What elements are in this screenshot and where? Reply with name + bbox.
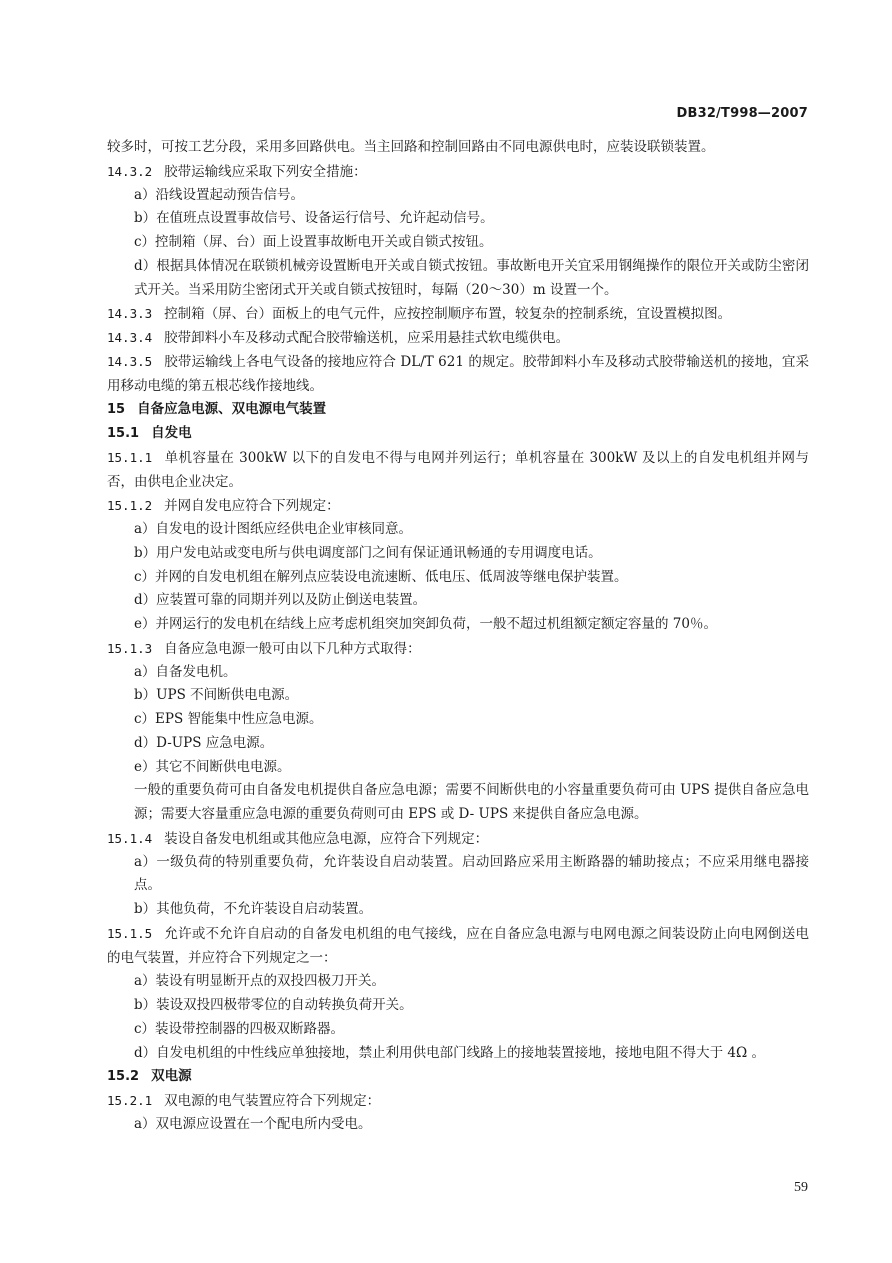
clause-text: a）双电源应设置在一个配电所内受电。 <box>134 1115 372 1132</box>
clause-number: 15.1.4 <box>107 830 153 846</box>
clause-text: 自发电 <box>151 425 192 441</box>
clause-text: b）在值班点设置事故信号、设备运行信号、允许起动信号。 <box>134 210 494 227</box>
list-item <box>107 732 809 756</box>
list-item <box>107 518 809 542</box>
clause-text: 单机容量在 300kW 以下的自发电不得与电网并列运行；单机容量在 300kW 及以上的自发电机组并网与否，由供电企业决定。 <box>107 449 809 490</box>
clause-text: 胶带卸料小车及移动式配合胶带输送机，应采用悬挂式软电缆供电。 <box>164 330 570 346</box>
clause-text: d）根据具体情况在联锁机械旁设置断电开关或自锁式按钮。事故断电开关宜采用钢绳操作的限位开关或防尘密闭式开关。当采用防尘密闭式开关或自锁式按钮时，每隔（20～30）m 设置一个。 <box>134 257 809 298</box>
list-item <box>107 779 809 827</box>
clause-number: 14.3.4 <box>107 330 153 345</box>
list-item <box>107 1113 809 1137</box>
clause-text: 胶带运输线应采取下列安全措施： <box>164 163 367 180</box>
clause-text: e）其它不间断供电电源。 <box>134 758 291 775</box>
clause-text: a）一级负荷的特别重要负荷，允许装设自启动装置。启动回路应采用主断路器的辅助接点；不应采用继电器接点。 <box>134 853 809 894</box>
clause-paragraph <box>107 827 809 851</box>
clause-text: 双电源 <box>151 1068 192 1085</box>
list-item <box>107 684 809 708</box>
list-item <box>107 1042 809 1066</box>
clause-text: 双电源的电气装置应符合下列规定： <box>164 1093 381 1109</box>
clause-text: 允许或不允许自启动的自备发电机组的电气接线，应在自备应急电源与电网电源之间装设防止向电网倒送电的电气装置，并应符合下列规定之一： <box>107 925 809 966</box>
clause-number: 14.3.2 <box>107 163 153 179</box>
clause-paragraph <box>107 1089 809 1113</box>
clause-text: 胶带运输线上各电气设备的接地应符合 DL/T 621 的规定。胶带卸料小车及移动式胶带输送机的接地，宜采用移动电缆的第五根芯线作接地线。 <box>107 353 809 394</box>
clause-paragraph <box>107 922 809 971</box>
clause-number: 15.1 <box>107 426 140 441</box>
clause-text: c）装设带控制器的四极双断路器。 <box>134 1020 345 1037</box>
list-item <box>107 1018 809 1042</box>
list-item <box>107 898 809 922</box>
list-item <box>107 255 809 303</box>
page-number: 59 <box>794 1180 808 1195</box>
clause-paragraph <box>107 326 809 350</box>
clause-text: a）沿线设置起动预告信号。 <box>134 186 305 203</box>
list-item <box>107 708 809 732</box>
clause-paragraph <box>107 446 809 495</box>
list-item <box>107 756 809 780</box>
list-item <box>107 994 809 1018</box>
clause-number: 15.2 <box>107 1069 140 1085</box>
list-item <box>107 589 809 613</box>
text-paragraph <box>107 136 809 160</box>
clause-text: c）并网的自发电机组在解列点应装设电流速断、低电压、低周波等继电保护装置。 <box>134 568 628 585</box>
clause-paragraph <box>107 350 809 399</box>
clause-text: 装设自备发电机组或其他应急电源，应符合下列规定： <box>164 830 489 847</box>
clause-number: 15.2.1 <box>107 1093 153 1108</box>
list-item <box>107 566 809 590</box>
list-item <box>107 970 809 994</box>
clause-number: 15.1.3 <box>107 640 153 656</box>
clause-paragraph <box>107 494 809 518</box>
clause-text: a）自备发电机。 <box>134 663 237 680</box>
list-item <box>107 542 809 566</box>
document-body <box>107 136 809 1137</box>
clause-text: d）D-UPS 应急电源。 <box>134 734 274 751</box>
section-heading <box>107 1065 809 1089</box>
list-item <box>107 231 809 255</box>
clause-number: 14.3.3 <box>107 306 153 322</box>
clause-text: c）EPS 智能集中性应急电源。 <box>134 711 323 727</box>
clause-text: b）UPS 不间断供电电源。 <box>134 687 299 704</box>
list-item <box>107 851 809 899</box>
clause-number: 15 <box>107 402 126 418</box>
clause-text: 较多时，可按工艺分段，采用多回路供电。当主回路和控制回路由不同电源供电时，应装设联锁装置。 <box>107 139 715 155</box>
clause-text: 一般的重要负荷可由自备发电机提供自备应急电源；需要不间断供电的小容量重要负荷可由 UPS 提供自备应急电源；需要大容量重应急电源的重要负荷则可由 EPS 或 D- UPS 来提供自备应急电源。 <box>134 782 809 822</box>
clause-text: a）自发电的设计图纸应经供电企业审核同意。 <box>134 521 413 537</box>
section-heading <box>107 422 809 446</box>
clause-paragraph <box>107 160 809 184</box>
clause-text: b）其他负荷，不允许装设自启动装置。 <box>134 901 373 917</box>
clause-number: 15.1.2 <box>107 498 153 514</box>
clause-number: 15.1.1 <box>107 449 153 465</box>
clause-text: a）装设有明显断开点的双投四极刀开关。 <box>134 973 386 990</box>
clause-text: d）应装置可靠的同期并列以及防止倒送电装置。 <box>134 592 427 609</box>
clause-text: c）控制箱（屏、台）面上设置事故断电开关或自锁式按钮。 <box>134 234 493 250</box>
clause-number: 15.1.5 <box>107 925 153 941</box>
clause-text: 控制箱（屏、台）面板上的电气元件，应按控制顺序布置，较复杂的控制系统，宜设置模拟图。 <box>164 306 732 323</box>
clause-text: e）并网运行的发电机在结线上应考虑机组突加突卸负荷，一般不超过机组额定额定容量的 70％。 <box>134 616 717 632</box>
clause-text: b）装设双投四极带零位的自动转换负荷开关。 <box>134 997 413 1013</box>
clause-text: d）自发电机组的中性线应单独接地，禁止利用供电部门线路上的接地装置接地，接地电阻不得大于 4Ω 。 <box>134 1044 766 1061</box>
list-item <box>107 184 809 208</box>
clause-text: 自备应急电源一般可由以下几种方式取得： <box>164 640 421 657</box>
clause-text: b）用户发电站或变电所与供电调度部门之间有保证通讯畅通的专用调度电话。 <box>134 544 602 561</box>
clause-number: 14.3.5 <box>107 353 153 369</box>
clause-paragraph <box>107 302 809 326</box>
section-heading <box>107 398 809 422</box>
document-code: DB32/T998—2007 <box>676 106 808 121</box>
list-item <box>107 613 809 637</box>
list-item <box>107 661 809 685</box>
clause-paragraph <box>107 637 809 661</box>
clause-text: 自备应急电源、双电源电气装置 <box>137 401 327 418</box>
clause-text: 并网自发电应符合下列规定： <box>164 498 340 515</box>
list-item <box>107 207 809 231</box>
